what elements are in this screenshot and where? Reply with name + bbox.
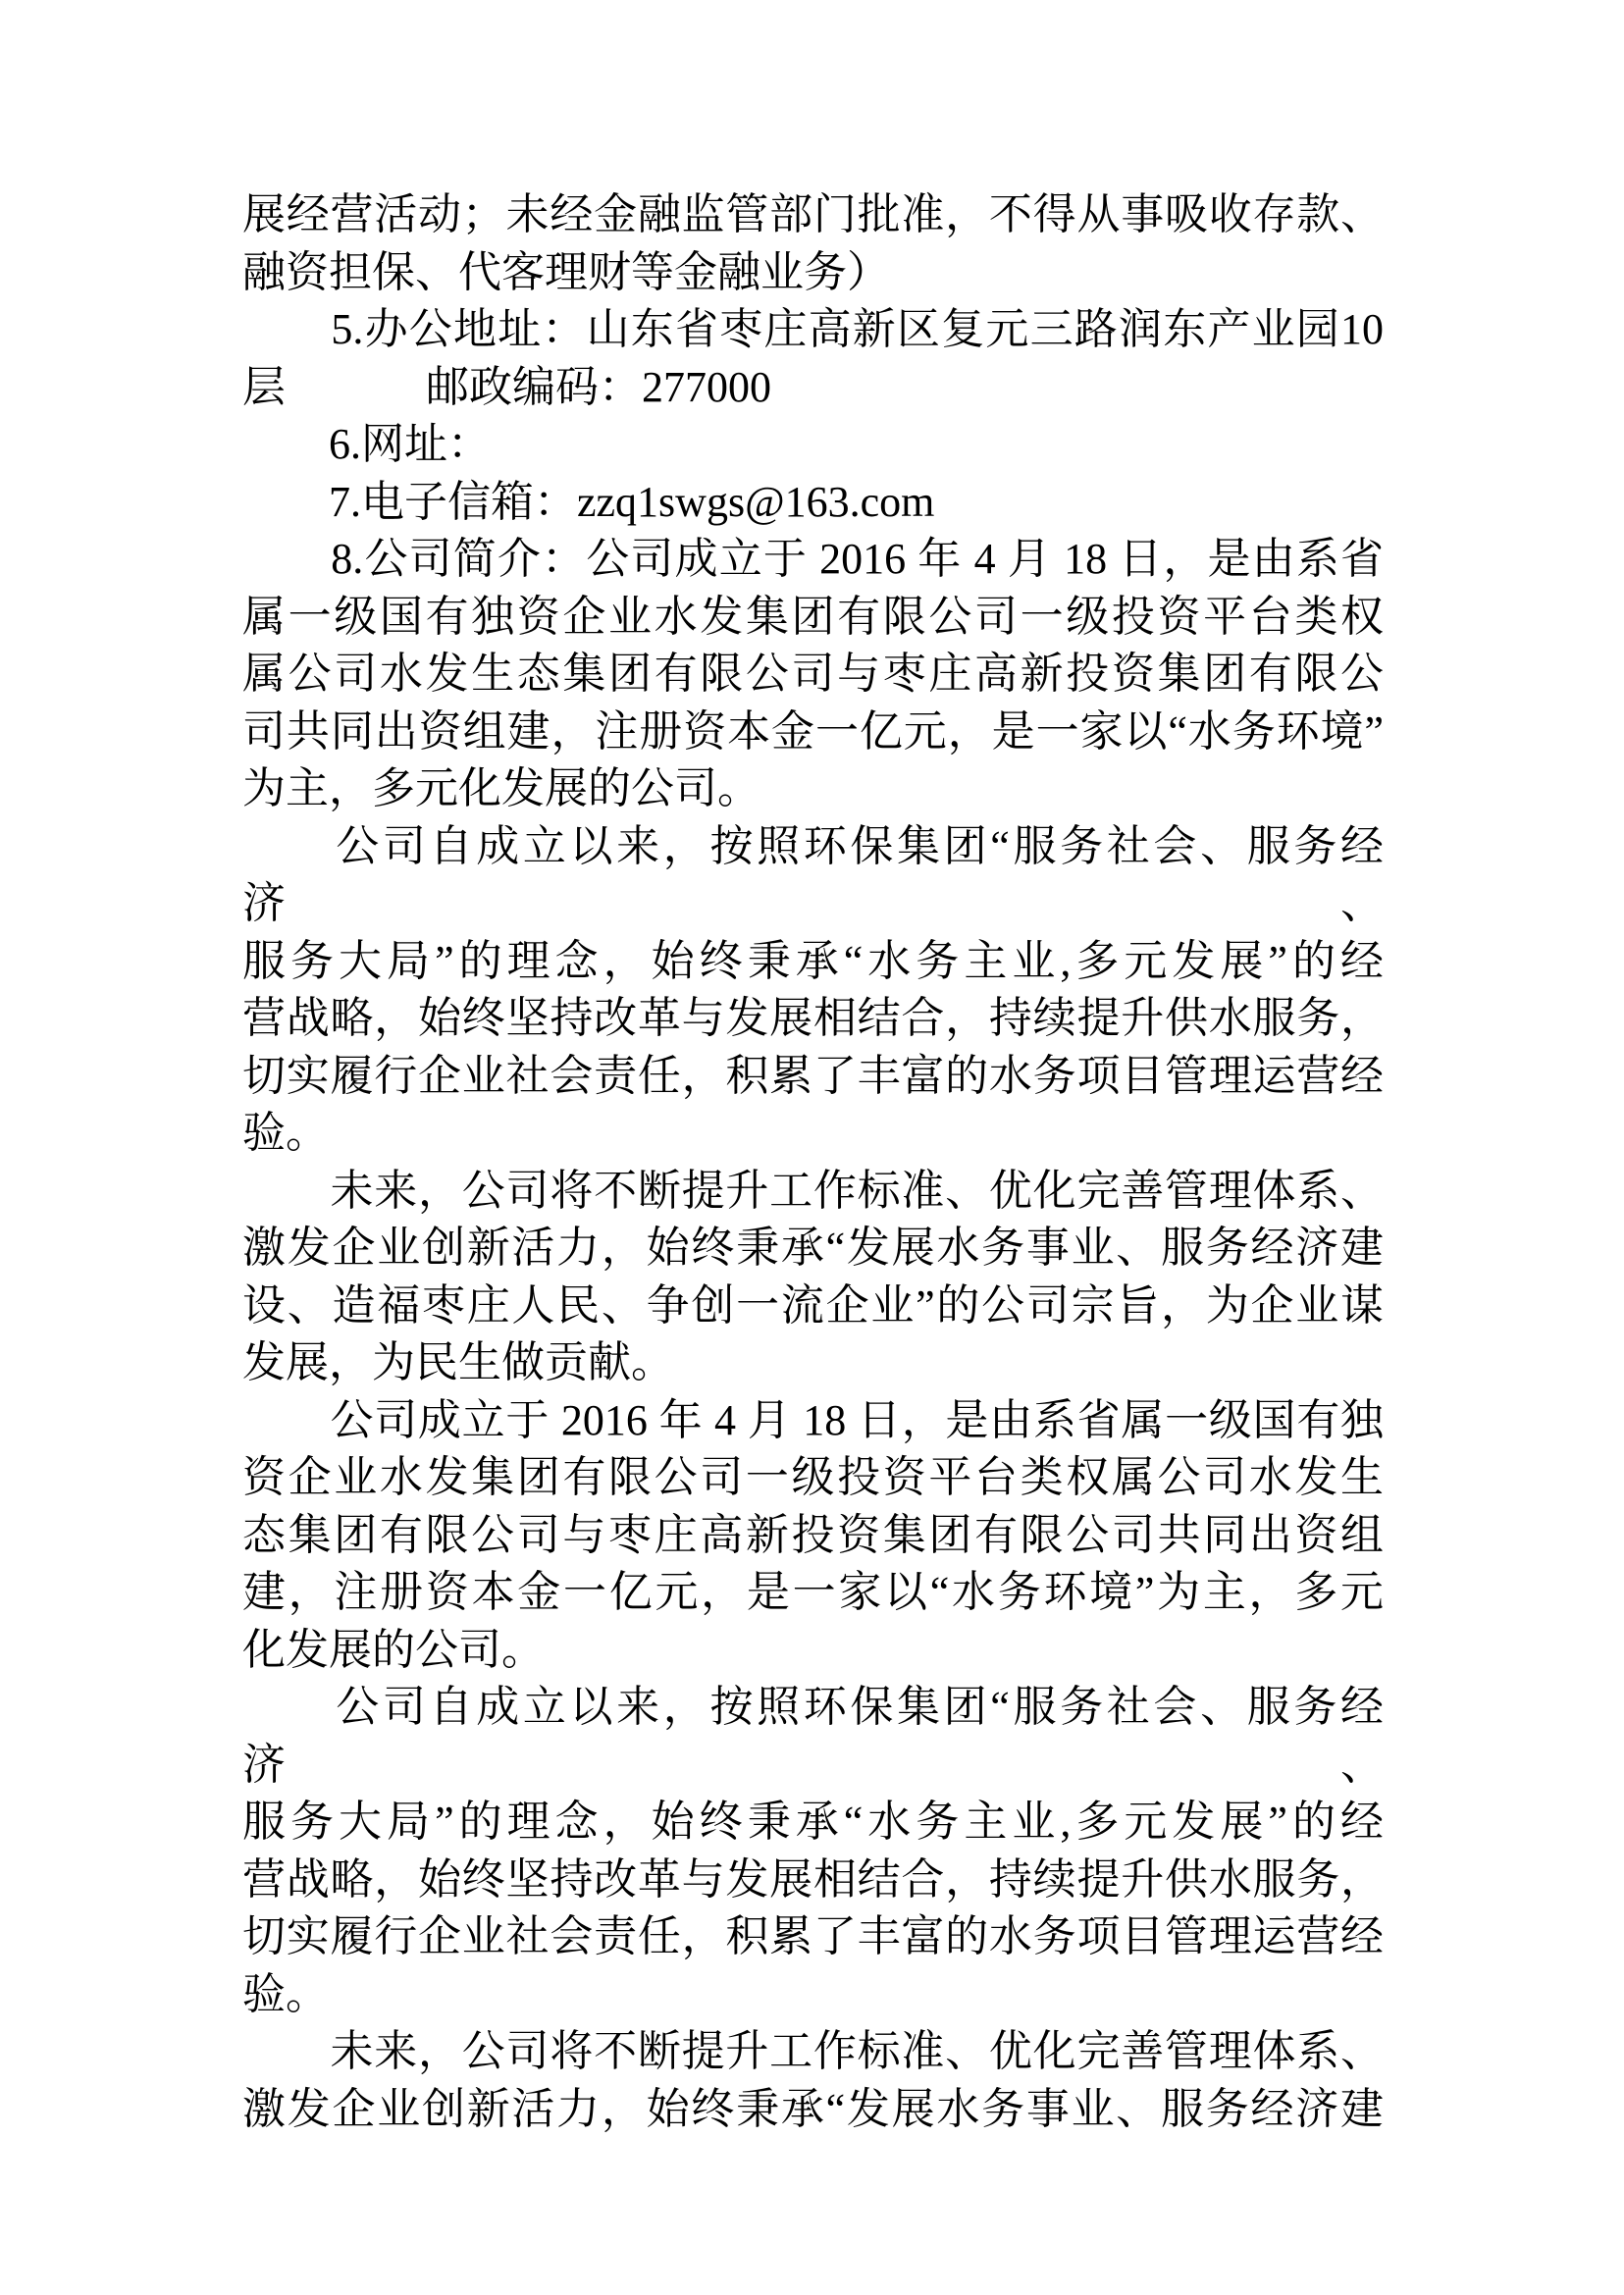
text-line: 验。 (242, 1969, 329, 2018)
text-line: 融资担保、代客理财等金融业务） (242, 247, 890, 296)
text-line: 切实履行企业社会责任，积累了丰富的水务项目管理运营经 (242, 1912, 1384, 1960)
text-line: 公司自成立以来，按照环保集团“服务社会、服务经济、 (242, 821, 1384, 927)
text-line: 态集团有限公司与枣庄高新投资集团有限公司共同出资组 (242, 1510, 1384, 1559)
text-line: 公司成立于 2016 年 4 月 18 日，是由系省属一级国有独 (242, 1395, 1384, 1444)
text-line: 设、造福枣庄人民、争创一流企业”的公司宗旨，为企业谋 (242, 1280, 1384, 1330)
text-line: 化发展的公司。 (242, 1625, 545, 1674)
text-line: 为主，多元化发展的公司。 (242, 764, 760, 812)
text-line: 营战略，始终坚持改革与发展相结合，持续提升供水服务， (242, 994, 1384, 1042)
text-line: 属一级国有独资企业水发集团有限公司一级投资平台类权 (242, 592, 1384, 641)
text-line: 服务大局”的理念，始终秉承“水务主业,多元发展”的经 (242, 936, 1384, 985)
text-line: 切实履行企业社会责任，积累了丰富的水务项目管理运营经 (242, 1051, 1384, 1100)
text-line: 5.办公地址：山东省枣庄高新区复元三路润东产业园10 (242, 305, 1384, 353)
text-line: 服务大局”的理念，始终秉承“水务主业,多元发展”的经 (242, 1798, 1384, 1846)
text-line: 营战略，始终坚持改革与发展相结合，持续提升供水服务， (242, 1854, 1384, 1904)
text-line: 7.电子信箱：zzq1swgs@163.com (242, 477, 935, 526)
document-text-block (242, 186, 1384, 2138)
text-line: 未来，公司将不断提升工作标准、优化完善管理体系、 (242, 1166, 1384, 1215)
text-line: 8.公司简介：公司成立于 2016 年 4 月 18 日，是由系省 (242, 535, 1384, 583)
text-line: 发展，为民生做贡献。 (242, 1338, 674, 1386)
text-line: 展经营活动；未经金融监管部门批准，不得从事吸收存款、 (242, 190, 1384, 238)
text-line: 激发企业创新活力，始终秉承“发展水务事业、服务经济建 (242, 1224, 1384, 1272)
text-line: 属公司水发生态集团有限公司与枣庄高新投资集团有限公 (242, 650, 1384, 698)
text-line: 建，注册资本金一亿元，是一家以“水务环境”为主，多元 (242, 1568, 1384, 1616)
text-line: 6.网址： (242, 420, 491, 468)
text-line: 验。 (242, 1109, 329, 1157)
text-line: 资企业水发集团有限公司一级投资平台类权属公司水发生 (242, 1453, 1384, 1501)
text-line: 司共同出资组建，注册资本金一亿元，是一家以“水务环境” (242, 706, 1384, 756)
text-line: 未来，公司将不断提升工作标准、优化完善管理体系、 (242, 2027, 1384, 2075)
text-line: 激发企业创新活力，始终秉承“发展水务事业、服务经济建 (242, 2084, 1384, 2133)
text-line: 层 邮政编码：277000 (242, 362, 771, 411)
text-line: 公司自成立以来，按照环保集团“服务社会、服务经济、 (242, 1683, 1384, 1789)
